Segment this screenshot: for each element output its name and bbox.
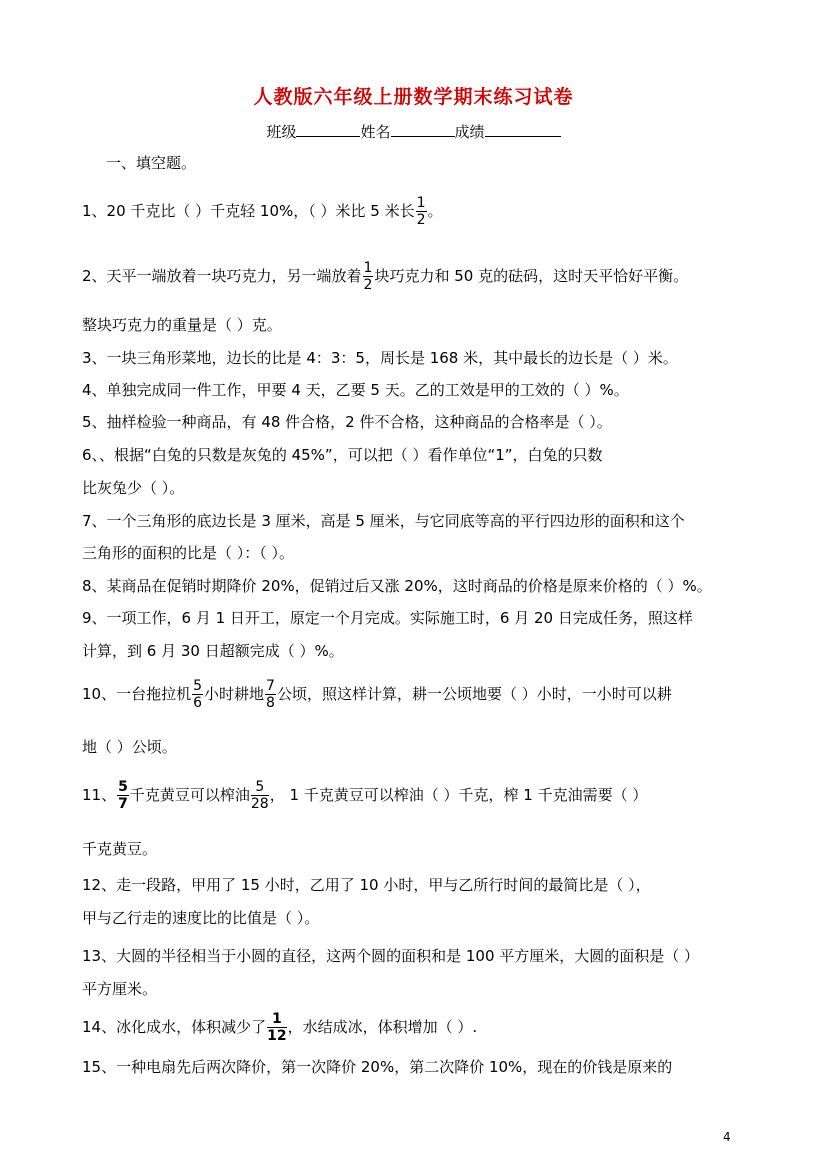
question-2-cont: 整块巧克力的重量是（ ）克。 (82, 316, 282, 334)
question-4: 4、单独完成同一件工作，甲要 4 天，乙要 5 天。乙的工效是甲的工效的（ ）%。 (82, 381, 629, 399)
question-3: 3、一块三角形菜地，边长的比是 4：3：5，周长是 168 米，其中最长的边长是（ ）米。 (82, 349, 678, 367)
page-title: 人教版六年级上册数学期末练习试卷 (253, 86, 574, 108)
question-13: 13、大圆的半径相当于小圆的直径，这两个圆的面积和是 100 平方厘米，大圆的面积是（ ） (82, 947, 700, 965)
student-info-line (0, 120, 827, 142)
question-6: 6、、根据“白兔的只数是灰兔的 45%”，可以把（ ）看作单位“1”，白兔的只数 (82, 446, 603, 464)
fraction: $\frac{5}{28}$ (250, 779, 269, 812)
class-label: 班级 (266, 123, 297, 141)
question-7: 7、一个三角形的底边长是 3 厘米，高是 5 厘米，与它同底等高的平行四边形的面积和这个 (82, 512, 685, 530)
question-10-cont: 地（ ）公顷。 (82, 738, 177, 756)
question-14: 14、冰化成水，体积减少了 $\frac{1}{12}$ ，水结成冰，体积增加（ ）. (82, 1011, 478, 1044)
name-label: 姓名 (360, 123, 391, 141)
score-label: 成绩 (454, 123, 485, 141)
fraction: $\frac{1}{12}$ (267, 1011, 287, 1044)
question-10: 10、一台拖拉机 $\frac{5}{6}$ 小时耕地 $\frac{7}{8}$ 公顷，照这样计算，耕一公顷地要（ ）小时，一小时可以耕 (82, 678, 672, 711)
question-15: 15、一种电扇先后两次降价，第一次降价 20%，第二次降价 10%，现在的价钱是原来的 (82, 1058, 673, 1076)
score-blank[interactable] (485, 120, 561, 137)
question-11: 11、 $\frac{5}{7}$ 千克黄豆可以榨油 $\frac{5}{28}$ ， 1 千克黄豆可以榨油（ ）千克，榨 1 千克油需要（ ） (82, 779, 648, 812)
question-8: 8、某商品在促销时期降价 20%，促销过后又涨 20%，这时商品的价格是原来价格的（ ）%。 (82, 577, 712, 595)
fraction: $\frac{5}{7}$ (118, 779, 128, 812)
fraction: $\frac{7}{8}$ (266, 678, 275, 711)
fraction: $\frac{5}{6}$ (193, 678, 203, 711)
fraction: $\frac{1}{2}$ (363, 260, 373, 293)
question-9: 9、一项工作，6 月 1 日开工，原定一个月完成。实际施工时，6 月 20 日完成任务，照这样 (82, 609, 693, 627)
question-13-cont: 平方厘米。 (82, 980, 158, 998)
question-7-cont: 三角形的面积的比是（ ）：（ ）。 (82, 544, 295, 562)
fraction: $\frac{1}{2}$ (416, 195, 426, 228)
question-12: 12、走一段路，甲用了 15 小时，乙用了 10 小时，甲与乙所行时间的最简比是（ ）， (82, 876, 651, 894)
section-heading: 一、填空题。 (106, 154, 197, 172)
name-blank[interactable] (391, 120, 455, 137)
question-11-cont: 千克黄豆。 (82, 840, 158, 858)
question-5: 5、抽样检验一种商品，有 48 件合格，2 件不合格，这种商品的合格率是（ ）。 (82, 413, 612, 431)
class-blank[interactable] (296, 120, 360, 137)
question-6-cont: 比灰兔少（ ）。 (82, 479, 185, 497)
question-1: 1、20 千克比（ ）千克轻 10%，（ ）米比 5 米长 $\frac{1}{2}$ 。 (82, 195, 443, 228)
question-9-cont: 计算，到 6 月 30 日超额完成（ ）%。 (82, 642, 344, 660)
page-number: 4 (723, 1130, 731, 1144)
question-2: 2、天平一端放着一块巧克力，另一端放着 $\frac{1}{2}$ 块巧克力和 50 克的砝码，这时天平恰好平衡。 (82, 260, 689, 293)
question-12-cont: 甲与乙行走的速度比的比值是（ ）。 (82, 909, 320, 927)
